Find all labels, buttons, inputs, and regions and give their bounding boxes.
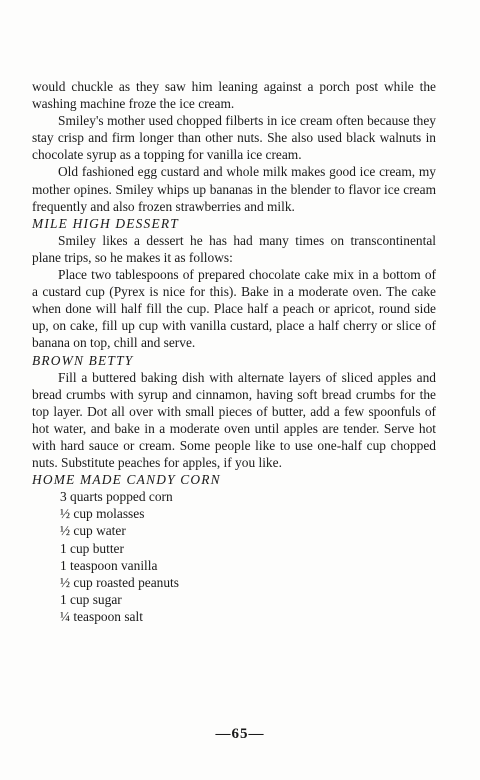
heading-home-made-candy-corn: HOME MADE CANDY CORN xyxy=(32,472,221,488)
ingredient-item: 1 cup sugar xyxy=(60,591,122,607)
ingredient-item: ½ cup roasted peanuts xyxy=(60,574,179,590)
ingredient-list xyxy=(32,488,436,625)
paragraph-filberts: Smiley's mother used chopped filberts in ice cream often because they stay crisp and firm longer than other nuts. She also used black walnuts in chocolate syrup as a topping for vanilla ice cream. xyxy=(32,113,436,163)
ingredient-item: ½ cup molasses xyxy=(60,506,145,522)
paragraph-mile-high-method: Place two tablespoons of prepared chocolate cake mix in a bottom of a custard cup (Pyrex is nice for this). Bake in a moderate oven. The cake when done will half fill the cup. Place half a peach or apricot, round side up, on cake, fill up cup with vanilla custard, place a half cherry or slice of banana on top, chill and serve. xyxy=(32,267,436,351)
heading-brown-betty: BROWN BETTY xyxy=(32,352,134,368)
ingredient-item: 3 quarts popped corn xyxy=(60,489,173,505)
paragraph-brown-betty-method: Fill a buttered baking dish with alternate layers of sliced apples and bread crumbs with syrup and cinnamon, having soft bread crumbs for the top layer. Dot all over with small pieces of butter, add a few spoonfuls of hot water, and bake in a moderate oven until apples are tender. Serve hot with hard sauce or cream. Some people like to use one-half cup chopped nuts. Substitute peaches for apples, if you like. xyxy=(32,369,436,471)
ingredient-item: ½ cup water xyxy=(60,523,126,539)
ingredient-item: 1 cup butter xyxy=(60,540,124,556)
heading-mile-high-dessert: MILE HIGH DESSERT xyxy=(32,215,179,231)
paragraph-egg-custard: Old fashioned egg custard and whole milk makes good ice cream, my mother opines. Smiley whips up bananas in the blender to flavor ice cream frequently and also frozen strawberries and milk. xyxy=(32,164,436,214)
paragraph-porch: would chuckle as they saw him leaning against a porch post while the washing machine froze the ice cream. xyxy=(32,79,436,112)
page-text xyxy=(32,78,436,625)
page-number: —65— xyxy=(215,726,265,742)
ingredient-item: ¼ teaspoon salt xyxy=(60,608,143,624)
ingredient-item: 1 teaspoon vanilla xyxy=(60,557,158,573)
paragraph-mile-high-intro: Smiley likes a dessert he has had many times on transcontinental plane trips, so he makes it as follows: xyxy=(32,232,436,265)
